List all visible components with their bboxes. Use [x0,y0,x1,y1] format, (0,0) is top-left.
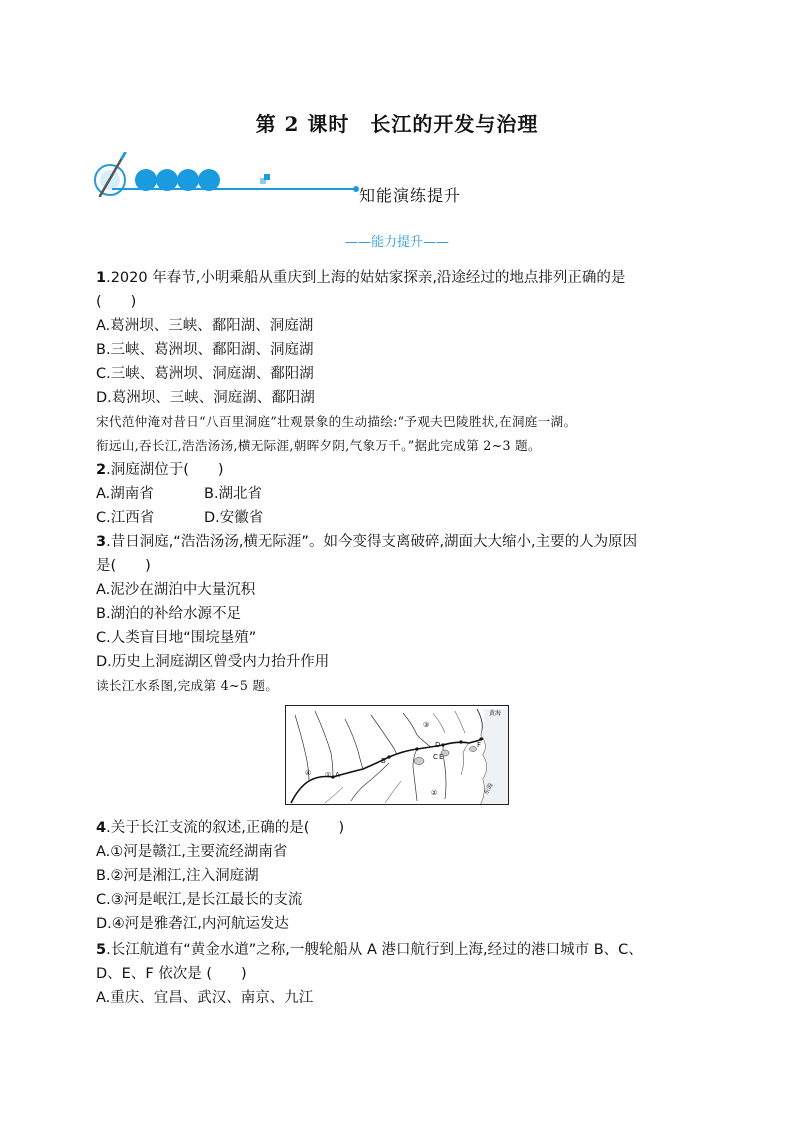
map-label-A: A [335,771,340,779]
passage-line-2: 衔远山,吞长江,浩浩汤汤,横无际涯,朝晖夕阴,气象万千。”据此完成第 2~3 题。 [96,438,541,453]
question-2-options-row-1 [96,484,262,504]
question-3-option-c: C.人类盲目地“围垸垦殖” [96,630,257,646]
map-label-C: C [433,753,438,761]
question-4-text: .关于长江支流的叙述,正确的是( ) [106,820,345,836]
map-label-F: F [477,741,482,749]
question-1-option-a: A.葛洲坝、三峡、鄱阳湖、洞庭湖 [96,318,314,334]
passage-line-1: 宋代范仲淹对昔日“八百里洞庭”壮观景象的生动描绘:“予观夫巴陵胜状,在洞庭一湖。 [96,414,577,429]
question-3-text: .昔日洞庭,“浩浩汤汤,横无际涯”。如今变得支离破碎,湖面大大缩小,主要的人为原因 [106,534,638,550]
map-label-E: E [439,753,444,761]
question-3-number: 3 [96,534,107,550]
question-4-option-a: A.①河是赣江,主要流经湖南省 [96,844,288,860]
question-4-option-c: C.③河是岷江,是长江最长的支流 [96,892,303,908]
question-2-stem [96,460,224,480]
map-instruction: 读长江水系图,完成第 4~5 题。 [96,678,279,693]
map-label-D: D [435,741,441,749]
question-5-text: .长江航道有“黄金水道”之称,一艘轮船从 A 港口航行到上海,经过的港口城市 B、C、 [106,942,643,958]
question-5-stem-cont: D、E、F 依次是 ( ) [96,966,247,982]
banner-label: 知能演练提升 [359,186,462,205]
map-label-B: B [381,757,386,765]
question-1-number: 1 [96,270,107,286]
question-3-stem [96,532,637,552]
question-2-option-c: C.江西省 [96,510,155,526]
question-3-option-b: B.湖泊的补给水源不足 [96,606,242,622]
yangtze-river-system-map [285,705,509,805]
question-5-stem [96,940,643,960]
question-1-option-c: C.三峡、葛洲坝、洞庭湖、鄱阳湖 [96,366,314,382]
question-2-text: .洞庭湖位于( ) [106,462,224,478]
section-subheading: ——能力提升—— [344,235,449,250]
question-2-option-b: B.湖北省 [204,486,263,502]
question-1-option-d: D.葛洲坝、三峡、洞庭湖、鄱阳湖 [96,390,315,406]
map-label-river-3: ③ [423,721,430,729]
question-4-option-d: D.④河是雅砻江,内河航运发达 [96,916,289,932]
map-label-river-2: ② [431,789,438,797]
question-2-option-a: A.湖南省 [96,486,154,502]
question-3-stem-cont: 是( ) [96,558,151,574]
map-label-river-1: ① [325,771,332,779]
question-4-number: 4 [96,820,107,836]
question-3-option-a: A.泥沙在湖泊中大量沉积 [96,582,256,598]
question-5-option-a: A.重庆、宜昌、武汉、南京、九江 [96,990,314,1006]
question-2-option-d: D.安徽省 [204,510,264,526]
map-label-sea: 黄海 [489,710,502,717]
question-5-number: 5 [96,942,107,958]
question-3-option-d: D.历史上洞庭湖区曾受内力抬升作用 [96,654,330,670]
question-2-options-row-2 [96,508,263,528]
question-1-answer-paren: ( ) [96,294,137,310]
question-2-number: 2 [96,462,107,478]
question-1-text: .2020 年春节,小明乘船从重庆到上海的姑姑家探亲,沿途经过的地点排列正确的是 [106,270,626,286]
question-4-option-b: B.②河是湘江,注入洞庭湖 [96,868,259,884]
map-label-river-4: ④ [305,769,312,777]
question-4-stem [96,818,344,838]
page-title: 第 2 课时 长江的开发与治理 [255,112,539,136]
question-1-stem [96,268,625,288]
question-1-option-b: B.三峡、葛洲坝、鄱阳湖、洞庭湖 [96,342,314,358]
map-label-sea2: 东海 [482,782,495,796]
